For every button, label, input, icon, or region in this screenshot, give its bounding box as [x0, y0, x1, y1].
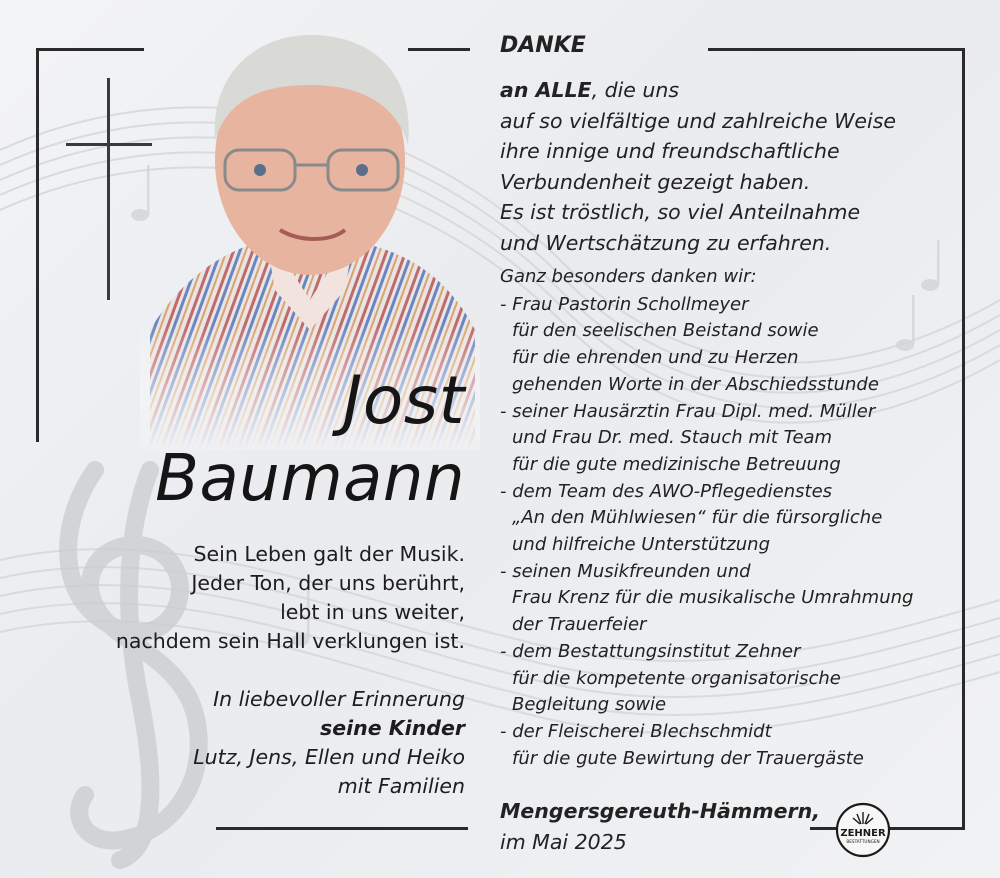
thanks-line: und Wertschätzung zu erfahren. — [500, 230, 832, 255]
logo-text: ZEHNER — [840, 828, 886, 839]
frame-bottom-left — [216, 827, 468, 830]
special-thanks-line: für die gute medizinische Betreuung — [512, 453, 841, 475]
verse-line: nachdem sein Hall verklungen ist. — [115, 629, 465, 653]
thanks-line: auf so vielfältige und zahlreiche Weise — [500, 108, 897, 133]
special-thanks-line: für die gute Bewirtung der Trauergäste — [512, 747, 864, 769]
thanks-paragraph — [500, 75, 896, 258]
place-line: Mengersgereuth-Hämmern, — [500, 799, 820, 823]
logo-subtext: BESTATTUNGEN — [846, 839, 880, 844]
special-thanks-line: gehenden Worte in der Abschiedsstunde — [512, 373, 879, 395]
thanks-line: ihre innige und freundschaftliche — [500, 139, 840, 163]
special-thanks-line: Begleitung sowie — [512, 694, 667, 716]
frame-top-left — [36, 48, 144, 51]
special-thanks-line: - der Fleischerei Blechschmidt — [500, 720, 772, 742]
children-label: seine Kinder — [320, 716, 465, 740]
zehner-logo-icon — [835, 802, 891, 858]
children-names: Lutz, Jens, Ellen und Heiko — [193, 745, 465, 769]
frame-left — [36, 48, 39, 442]
special-thanks-line: und hilfreiche Unterstützung — [512, 534, 770, 556]
frame-top-right — [708, 48, 964, 51]
special-thanks-line: - seinen Musikfreunden und — [500, 560, 751, 582]
verse-line: lebt in uns weiter, — [280, 600, 465, 624]
frame-right — [962, 48, 965, 830]
special-thanks-line: Frau Krenz für die musikalische Umrahmung — [512, 587, 914, 609]
thanks-line: Verbundenheit gezeigt haben. — [500, 169, 811, 194]
deceased-last-name: Baumann — [155, 442, 465, 516]
thanks-first-line-rest: , die uns — [591, 78, 680, 102]
special-thanks-intro: Ganz besonders danken wir: — [500, 266, 757, 287]
special-thanks-line: für die kompetente organisatorische — [512, 667, 841, 689]
verse-line: Jeder Ton, der uns berührt, — [191, 571, 465, 595]
memory-line: In liebevoller Erinnerung — [213, 687, 465, 711]
deceased-first-name: Jost — [342, 362, 465, 439]
families-line: mit Familien — [337, 774, 465, 798]
memorial-verse — [45, 540, 465, 656]
special-thanks-line: für den seelischen Beistand sowie — [512, 320, 819, 342]
thanks-first-line — [500, 75, 896, 106]
special-thanks-line: - dem Team des AWO-Pflegedienstes — [500, 480, 833, 502]
family-signature — [45, 685, 465, 801]
special-thanks-line: und Frau Dr. med. Stauch mit Team — [512, 427, 833, 449]
special-thanks-line: der Trauerfeier — [512, 614, 647, 636]
thanks-line: Es ist tröstlich, so viel Anteilnahme — [500, 200, 861, 224]
special-thanks-line: - dem Bestattungsinstitut Zehner — [500, 640, 801, 662]
verse-line: Sein Leben galt der Musik. — [193, 542, 465, 566]
special-thanks-line: - Frau Pastorin Schollmeyer — [500, 293, 749, 315]
place-and-date — [500, 796, 820, 858]
special-thanks-line: - seiner Hausärztin Frau Dipl. med. Müller — [500, 400, 876, 422]
date-line: im Mai 2025 — [500, 830, 627, 854]
thanks-all-label: an ALLE — [500, 78, 592, 102]
special-thanks-list — [500, 264, 913, 772]
cross-icon-vertical — [107, 78, 110, 300]
special-thanks-line: für die ehrenden und zu Herzen — [512, 347, 799, 369]
special-thanks-line: „An den Mühlwiesen“ für die fürsorgliche — [512, 507, 883, 529]
thanks-title: DANKE — [500, 33, 586, 58]
